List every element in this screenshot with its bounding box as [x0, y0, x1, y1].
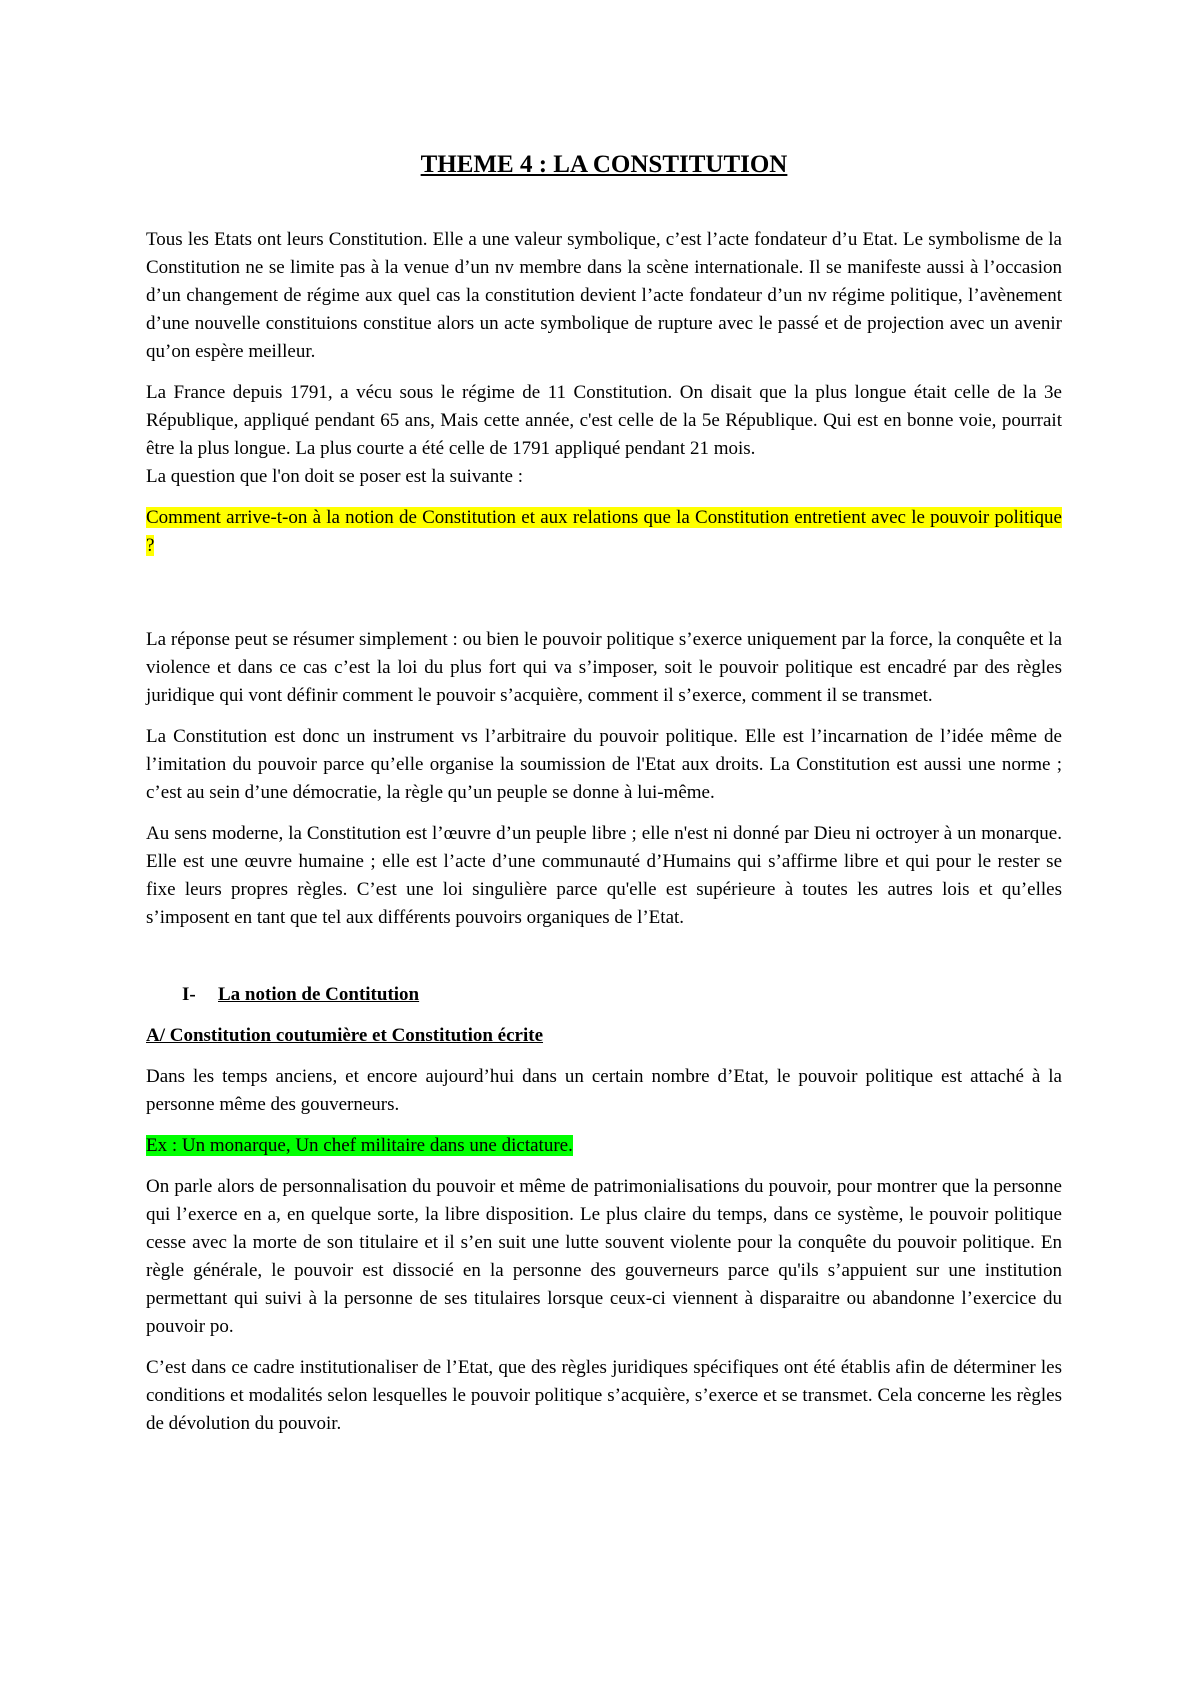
- paragraph-personalisation: On parle alors de personnalisation du pouvoir et même de patrimonialisations du pouvoir, pour montrer que la personne qui l’exerce en a, en quelque sorte, la libre disposition. Le plus claire du temps, dans ce système, le pouvoir politique cesse avec la morte de son titulaire et il s’en suit une lutte souvent violente pour la conquête du pouvoir politique. En règle générale, le pouvoir est dissocié en la personne des gouverneurs parce qu'ils s’appuient sur une institution permettant qui suivi à la personne de ses titulaires lorsque ceux-ci viennent à disparaitre ou abandonne l’exercice du pouvoir po.: [146, 1176, 1062, 1337]
- key-question: [146, 504, 1062, 560]
- paragraph-ancient-times: Dans les temps anciens, et encore aujourd’hui dans un certain nombre d’Etat, le pouvoir politique est attaché à la personne même des gouverneurs.: [146, 1066, 1062, 1115]
- paragraph-institutional: C’est dans ce cadre institutionaliser de l’Etat, que des règles juridiques spécifiques ont été établis afin de déterminer les conditions et modalités selon lesquelles le pouvoir politique s’acquière, s’exerce et se transmet. Cela concerne les règles de dévolution du pouvoir.: [146, 1357, 1062, 1434]
- spacer: [146, 945, 1062, 981]
- spacer: [146, 573, 1062, 626]
- paragraph-modern-sense: Au sens moderne, la Constitution est l’œuvre d’un peuple libre ; elle n'est ni donné par Dieu ni octroyer à un monarque. Elle est une œuvre humaine ; elle est l’acte d’une communauté d’Humains qui s’affirme libre et qui pour le rester se fixe leurs propres règles. C’est une loi singulière parce qu'elle est supérieure à toutes les autres lois et qu’elles s’imposent en tant que tel aux différents pouvoirs organiques de l’Etat.: [146, 823, 1062, 928]
- subsection-heading-a: A/ Constitution coutumière et Constitution écrite: [146, 1025, 544, 1046]
- paragraph-france-history: [146, 379, 1062, 491]
- key-question-highlight: Comment arrive-t-on à la notion de Constitution et aux relations que la Constitution entretient avec le pouvoir politique ?: [146, 507, 1062, 556]
- document-body: [146, 150, 1062, 1451]
- section-number: I-: [182, 984, 196, 1005]
- question-lead-in: La question que l'on doit se poser est la suivante :: [146, 466, 524, 487]
- paragraph-instrument: La Constitution est donc un instrument vs l’arbitraire du pouvoir politique. Elle est l’incarnation de l’idée même de l’imitation du pouvoir parce qu’elle organise la soumission de l'Etat aux droits. La Constitution est aussi une norme ; c’est au sein d’une démocratie, la règle qu’un peuple se donne à lui-même.: [146, 726, 1062, 803]
- paragraph-intro: Tous les Etats ont leurs Constitution. Elle a une valeur symbolique, c’est l’acte fondateur d’u Etat. Le symbolisme de la Constitution ne se limite pas à la venue d’un nv membre dans la scène internationale. Il se manifeste aussi à l’occasion d’un changement de régime aux quel cas la constitution devient l’acte fondateur d’un nv régime politique, l’avènement d’une nouvelle constituions constitue alors un acte symbolique de rupture avec le passé et de projection avec un avenir qu’on espère meilleur.: [146, 229, 1062, 362]
- page-title: THEME 4 : LA CONSTITUTION: [420, 151, 788, 178]
- paragraph-france-history-text: La France depuis 1791, a vécu sous le régime de 11 Constitution. On disait que la plus longue était celle de la 3e République, appliqué pendant 65 ans, Mais cette année, c'est celle de la 5e République. Qui est en bonne voie, pourrait être la plus longue. La plus courte a été celle de 1791 appliqué pendant 21 mois.: [146, 382, 1062, 459]
- paragraph-answer: La réponse peut se résumer simplement : ou bien le pouvoir politique s’exerce uniquement par la force, la conquête et la violence et dans ce cas c’est la loi du plus fort qui va s’imposer, soit le pouvoir politique est encadré par des règles juridique qui vont définir comment le pouvoir s’acquière, comment il s’exerce, comment il se transmet.: [146, 629, 1062, 706]
- example-line: [146, 1132, 1062, 1160]
- section-title: La notion de Contitution: [218, 984, 420, 1005]
- example-highlight: Ex : Un monarque, Un chef militaire dans une dictature.: [146, 1135, 573, 1156]
- section-heading-1: [146, 981, 1062, 1009]
